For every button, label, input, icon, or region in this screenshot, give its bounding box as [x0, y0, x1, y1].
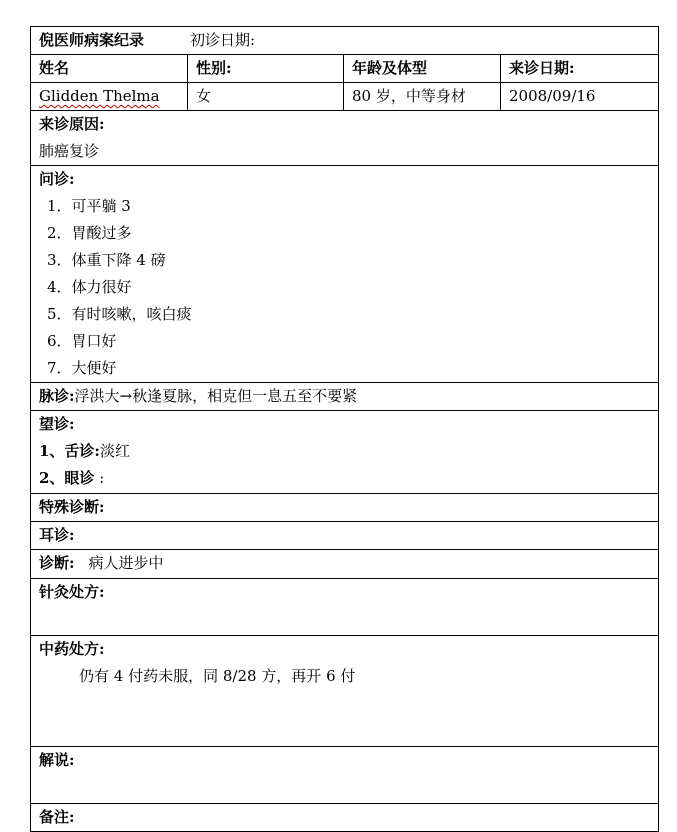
- notes-label: 备注:: [31, 804, 659, 832]
- list-item: 3．体重下降 4 磅: [47, 251, 166, 269]
- special-label: 特殊诊断:: [31, 494, 659, 522]
- eye-line: [39, 465, 650, 492]
- reason-cell: [31, 111, 659, 166]
- list-item: 6．胃口好: [47, 332, 117, 350]
- special-row: [31, 494, 659, 522]
- age-body-value: 80 岁，中等身材: [344, 83, 501, 111]
- reason-label: 来诊原因:: [39, 115, 105, 133]
- acupuncture-cell: [31, 579, 659, 636]
- herbal-text: 仍有 4 付药未服，同 8/28 方，再开 6 付: [79, 667, 356, 685]
- list-item: 5．有时咳嗽，咳白痰: [47, 305, 192, 323]
- list-item: 2．胃酸过多: [47, 224, 132, 242]
- reason-row: [31, 111, 659, 166]
- sex-value: 女: [188, 83, 344, 111]
- look-row: [31, 411, 659, 494]
- inquiry-cell: [31, 166, 659, 383]
- herbal-label: 中药处方:: [39, 640, 105, 658]
- look-label: 望诊:: [39, 415, 75, 433]
- record-title: 倪医师病案纪录: [39, 31, 145, 49]
- first-visit-label: 初诊日期:: [190, 31, 256, 49]
- tongue-text: 淡红: [99, 442, 130, 460]
- pulse-label: 脉诊:: [39, 387, 75, 405]
- explanation-label: 解说:: [39, 751, 75, 769]
- values-row: [31, 83, 659, 111]
- visit-date-value: 2008/09/16: [501, 83, 659, 111]
- eye-label: 2、眼诊: [39, 469, 95, 487]
- title-row: [31, 27, 659, 55]
- herbal-row: [31, 636, 659, 747]
- diagnosis-label: 诊断:: [39, 554, 75, 572]
- explanation-cell: [31, 747, 659, 804]
- sex-header: 性别:: [188, 55, 344, 83]
- acupuncture-row: [31, 579, 659, 636]
- medical-record-sheet: [30, 26, 658, 832]
- pulse-cell: [31, 383, 659, 411]
- diagnosis-row: [31, 550, 659, 579]
- inquiry-list: [39, 193, 650, 382]
- tongue-label: 1、舌诊:: [39, 442, 100, 460]
- patient-name: Glidden Thelma: [39, 87, 160, 105]
- medical-record-table: [30, 26, 659, 832]
- diagnosis-text: 病人进步中: [88, 554, 164, 572]
- visit-date-header: 来诊日期:: [501, 55, 659, 83]
- inquiry-label: 问诊:: [39, 170, 75, 188]
- header-row: [31, 55, 659, 83]
- ear-label: 耳诊:: [31, 522, 659, 550]
- name-cell: [31, 83, 188, 111]
- name-header: 姓名: [31, 55, 188, 83]
- notes-row: [31, 804, 659, 832]
- tongue-line: [39, 438, 650, 465]
- reason-text: 肺癌复诊: [39, 142, 100, 160]
- title-cell: [31, 27, 659, 55]
- pulse-row: [31, 383, 659, 411]
- ear-row: [31, 522, 659, 550]
- list-item: 4．体力很好: [47, 278, 132, 296]
- age-body-header: 年龄及体型: [344, 55, 501, 83]
- herbal-cell: [31, 636, 659, 747]
- acupuncture-label: 针灸处方:: [39, 583, 105, 601]
- inquiry-row: [31, 166, 659, 383]
- pulse-text: 浮洪大→秋逢夏脉，相克但一息五至不要紧: [74, 387, 358, 405]
- diagnosis-cell: [31, 550, 659, 579]
- list-item: 7．大便好: [47, 359, 117, 377]
- list-item: 1．可平躺 3: [47, 197, 131, 215]
- eye-text: :: [99, 469, 105, 487]
- explanation-row: [31, 747, 659, 804]
- look-cell: [31, 411, 659, 494]
